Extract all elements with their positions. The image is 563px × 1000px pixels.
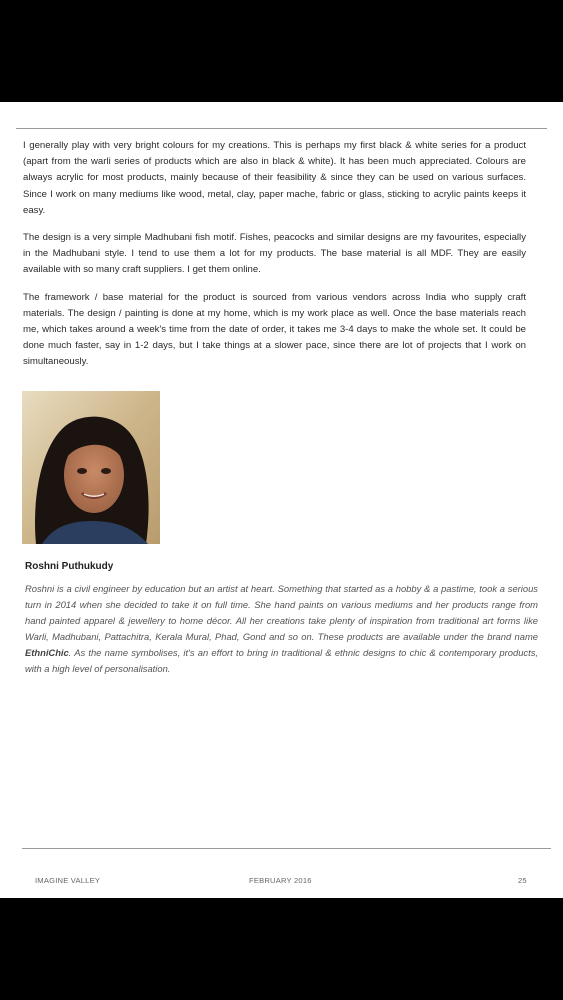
bio-text-part-2: . As the name symbolises, it's an effort to bring in traditional & ethnic designs to chic & contemporary products, with a high level of personalisation. xyxy=(25,647,538,674)
footer-publication: IMAGINE VALLEY xyxy=(35,876,101,885)
footer-issue-date: FEBRUARY 2016 xyxy=(249,876,312,885)
article-paragraph-1: I generally play with very bright colours for my creations. This is perhaps my first black & white series for a product (apart from the warli series of products which are also in black & white). It has been much appreciated. Colours are always acrylic for most products, mainly because of their feasibility & since they can be used on various surfaces. Since I work on many mediums like wood, metal, clay, paper mache, fabric or glass, sticking to acrylic paints keeps it easy. xyxy=(23,140,526,216)
bio-text-part-1: Roshni is a civil engineer by education but an artist at heart. Something that started as a hobby & a pastime, took a serious turn in 2014 when she decided to take it on full time. She hand paints on various mediums and her products range from hand painted apparel & jewellery to home décor. All her creations take plenty of inspiration from traditional art forms like Warli, Madhubani, Pattachitra, Kerala Mural, Phad, Gond and so on. These products are available under the brand name xyxy=(25,583,538,642)
brand-name: EthniChic xyxy=(25,647,69,658)
magazine-page xyxy=(0,102,563,898)
top-divider xyxy=(16,128,547,129)
bottom-divider xyxy=(22,848,551,849)
author-photo xyxy=(22,391,160,544)
article-body xyxy=(23,138,526,382)
article-paragraph-2: The design is a very simple Madhubani fish motif. Fishes, peacocks and similar designs are my favourites, especially in the Madhubani style. I tend to use them a lot for my products. The base material is all MDF. They are easily available with so many craft suppliers. I get them online. xyxy=(23,232,526,276)
footer-page-number: 25 xyxy=(518,876,527,885)
article-paragraph-3: The framework / base material for the product is sourced from various vendors across India who supply craft materials. The design / painting is done at my home, which is my work place as well. Once the base materials reach me, which takes around a week's time from the date of order, it takes me 3-4 days to make the whole set. It could be done much faster, say in 1-2 days, but I take things at a slower pace, since there are lot of projects that I work on simultaneously. xyxy=(23,291,526,368)
author-bio xyxy=(25,581,538,677)
author-name: Roshni Puthukudy xyxy=(25,561,114,572)
